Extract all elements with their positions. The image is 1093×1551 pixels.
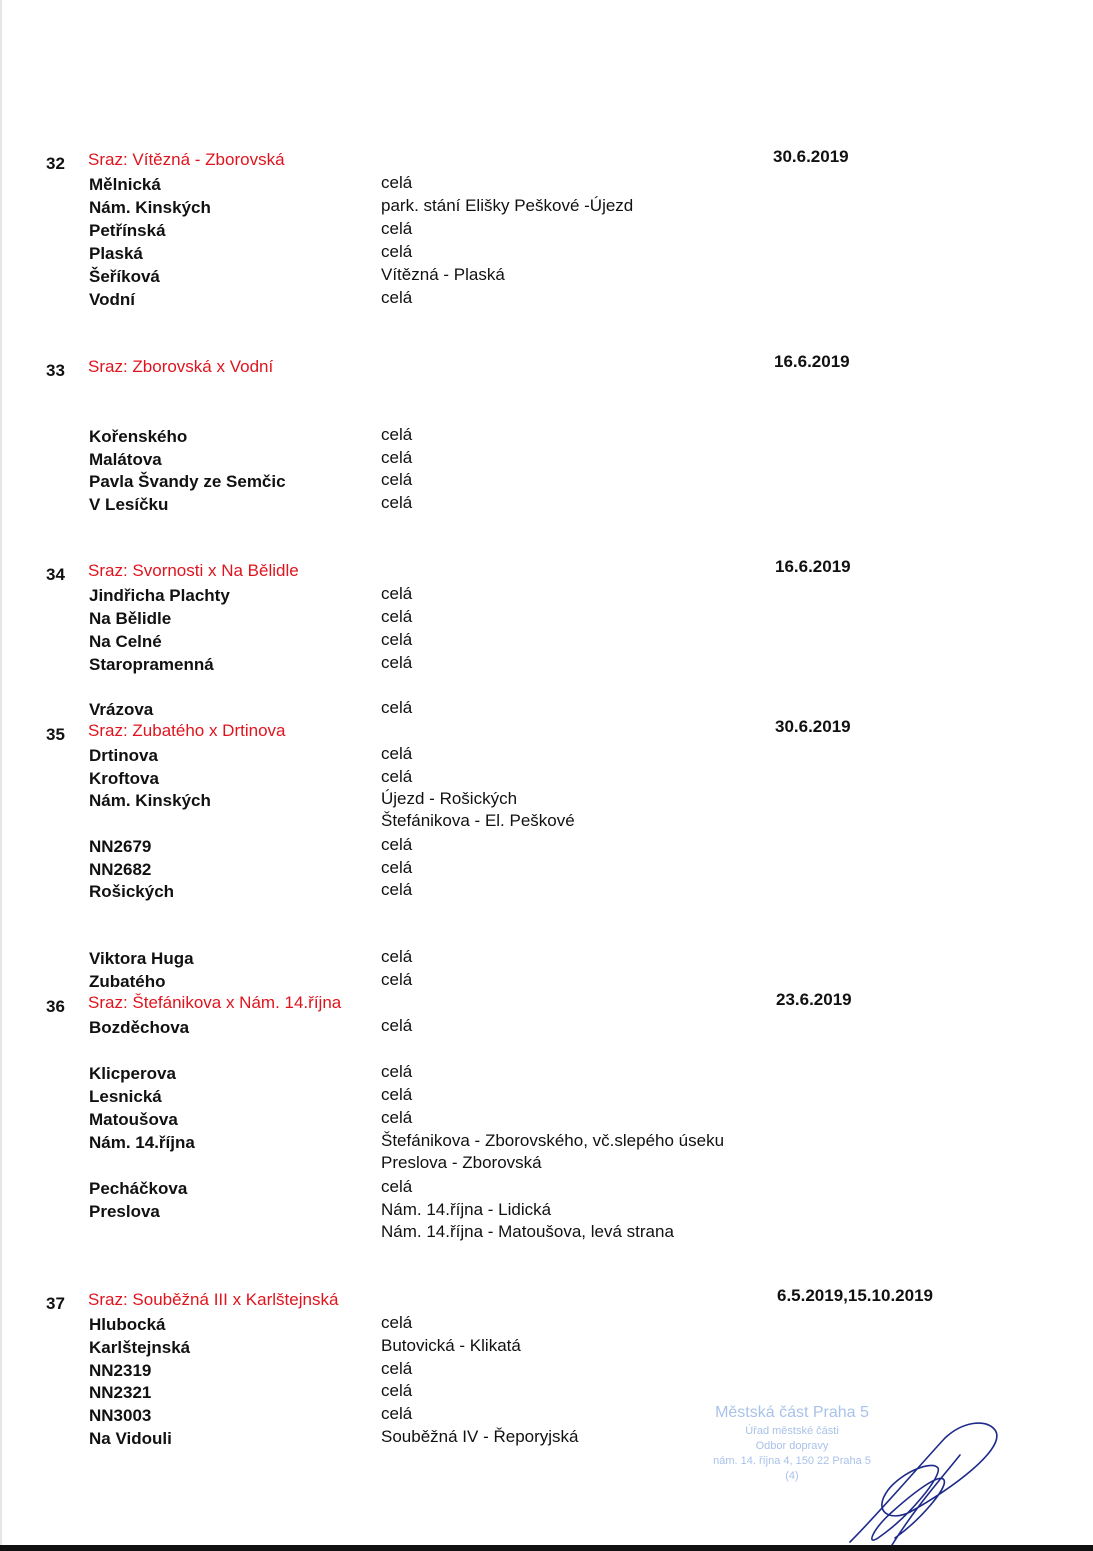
section-date: 6.5.2019,15.10.2019 [777,1286,933,1305]
stamp-line-office: Městská část Praha 5 [715,1404,869,1421]
section-title: Sraz: Zborovská x Vodní [88,357,274,376]
section-title: Sraz: Zubatého x Drtinova [88,721,286,740]
street-extent: celá [381,288,413,307]
street-extent: celá [381,767,413,786]
street-extent: celá [381,630,413,649]
street-name: Vrázova [89,700,154,719]
street-extent: celá [381,1016,413,1035]
street-extent: celá [381,173,413,192]
street-extent: celá [381,880,413,899]
section-number: 32 [46,154,65,173]
bottom-border [0,1545,1093,1551]
street-name: Bozděchova [89,1018,190,1037]
stamp-line-authority: Úřad městské části [745,1425,839,1437]
section-title: Sraz: Svornosti x Na Bělidle [88,561,299,580]
street-extent: celá [381,493,413,512]
section-title: Sraz: Štefánikova x Nám. 14.října [88,993,342,1012]
street-extent: celá [381,1313,413,1332]
street-name: NN2679 [89,837,152,856]
street-name: Na Celné [89,632,162,651]
street-extent: Butovická - Klikatá [381,1336,521,1355]
street-name: Nám. Kinských [89,791,211,810]
section-date: 16.6.2019 [775,557,851,576]
section-number: 34 [46,565,65,584]
street-extent: Štefánikova - El. Peškové [381,811,575,830]
section-number: 36 [46,997,65,1016]
street-name: Kořenského [89,427,188,446]
street-extent: celá [381,448,413,467]
street-name: Nám. Kinských [89,198,211,217]
street-extent: celá [381,1359,413,1378]
street-extent: celá [381,1177,413,1196]
scan-edge [0,0,2,1551]
street-name: Drtinova [89,746,158,765]
street-extent: celá [381,970,413,989]
street-name: Petřínská [89,221,166,240]
street-name: Zubatého [89,972,166,991]
street-extent: celá [381,1381,413,1400]
street-name: Nám. 14.října [89,1133,195,1152]
street-name: Vodní [89,290,135,309]
street-extent: celá [381,1085,413,1104]
street-extent: Nám. 14.října - Lidická [381,1200,552,1219]
street-name: Pecháčkova [89,1179,188,1198]
street-name: Staropramenná [89,655,214,674]
stamp-line-number: (4) [785,1470,799,1482]
street-extent: Souběžná IV - Řeporyjská [381,1427,579,1446]
street-name: NN2321 [89,1383,152,1402]
street-extent: celá [381,744,413,763]
street-name: Plaská [89,244,143,263]
street-name: Pavla Švandy ze Semčic [89,472,286,491]
street-name: Šeříková [89,267,160,286]
street-extent: Újezd - Rošických [381,789,518,808]
street-name: NN3003 [89,1406,152,1425]
street-extent: celá [381,219,413,238]
street-extent: Štefánikova - Zborovského, vč.slepého úseku [381,1131,725,1150]
street-extent: park. stání Elišky Peškové -Újezd [381,196,634,215]
street-name: Na Vidouli [89,1429,172,1448]
street-name: Preslova [89,1202,160,1221]
street-extent: celá [381,242,413,261]
street-name: Klicperova [89,1064,176,1083]
street-extent: Preslova - Zborovská [381,1153,542,1172]
street-extent: Vítězná - Plaská [381,265,505,284]
street-extent: celá [381,1404,413,1423]
section-number: 33 [46,361,65,380]
street-name: Na Bělidle [89,609,172,628]
section-date: 30.6.2019 [773,147,849,166]
street-extent: celá [381,584,413,603]
stamp-line-department: Odbor dopravy [755,1440,829,1452]
street-extent: Nám. 14.října - Matoušova, levá strana [381,1222,674,1241]
section-number: 37 [46,1294,65,1313]
street-name: Kroftova [89,769,159,788]
street-name: Hlubocká [89,1315,166,1334]
street-name: Rošických [89,882,175,901]
street-name: Matoušova [89,1110,178,1129]
street-extent: celá [381,1108,413,1127]
section-date: 23.6.2019 [776,990,852,1009]
street-name: Malátova [89,450,162,469]
stamp-line-address: nám. 14. října 4, 150 22 Praha 5 [713,1455,871,1467]
street-extent: celá [381,835,413,854]
street-extent: celá [381,653,413,672]
street-name: Mělnická [89,175,161,194]
street-name: NN2319 [89,1361,152,1380]
section-title: Sraz: Souběžná III x Karlštejnská [88,1290,339,1309]
section-number: 35 [46,725,65,744]
section-title: Sraz: Vítězná - Zborovská [88,150,285,169]
street-extent: celá [381,607,413,626]
street-name: Karlštejnská [89,1338,191,1357]
street-name: NN2682 [89,860,152,879]
street-name: Jindřicha Plachty [89,586,230,605]
street-name: Lesnická [89,1087,162,1106]
section-date: 30.6.2019 [775,717,851,736]
street-extent: celá [381,470,413,489]
street-extent: celá [381,858,413,877]
street-name: V Lesíčku [89,495,169,514]
signature-scribble [840,1420,1010,1550]
street-extent: celá [381,698,413,717]
street-extent: celá [381,425,413,444]
street-extent: celá [381,947,413,966]
street-name: Viktora Huga [89,949,194,968]
street-extent: celá [381,1062,413,1081]
section-date: 16.6.2019 [774,352,850,371]
